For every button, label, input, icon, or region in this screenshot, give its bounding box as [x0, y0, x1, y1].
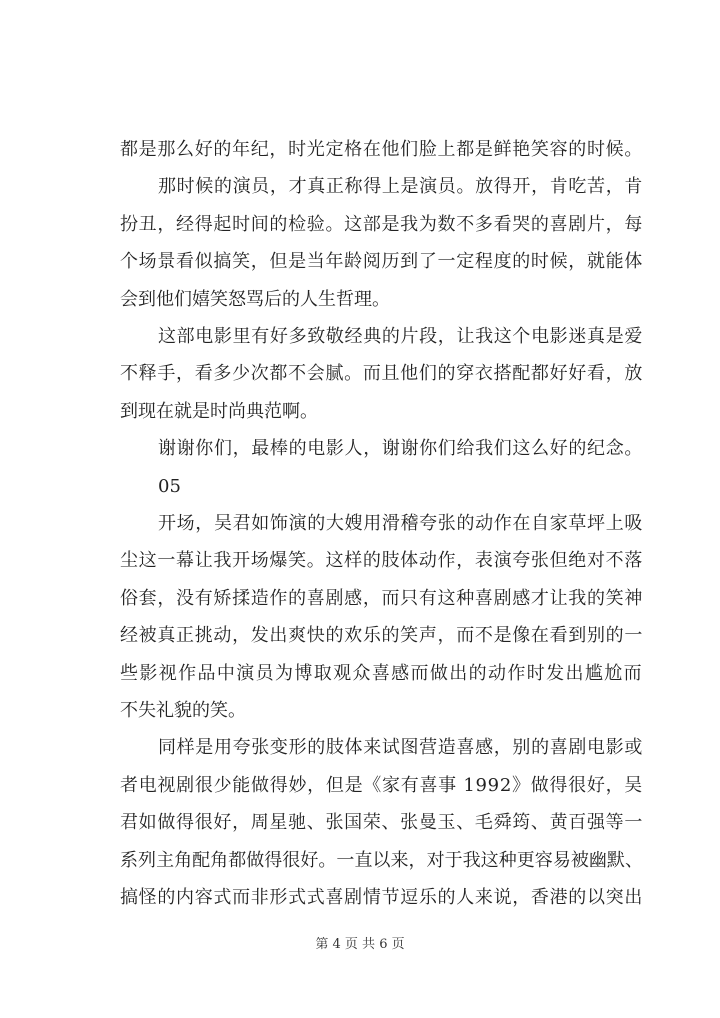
- text-line: 05: [158, 475, 181, 497]
- page-footer: 第 4 页 共 6 页: [315, 937, 405, 952]
- text-line: 会到他们嬉笑怒骂后的人生哲理。: [120, 288, 390, 310]
- text-line: 经被真正挑动，发出爽快的欢乐的笑声，而不是像在看到别的一: [120, 625, 643, 647]
- text-line: 尘这一幕让我开场爆笑。这样的肢体动作，表演夸张但绝对不落: [120, 550, 643, 572]
- text-line: 这部电影里有好多致敬经典的片段，让我这个电影迷真是爱: [158, 326, 643, 347]
- text-line: 不失礼貌的笑。: [120, 700, 246, 721]
- text-line: 君如做得很好，周星驰、张国荣、张曼玉、毛舜筠、黄百强等一: [120, 812, 643, 834]
- text-line: 那时候的演员，才真正称得上是演员。放得开，肯吃苦，肯: [158, 176, 643, 198]
- text-line: 扮丑，经得起时间的检验。这部是我为数不多看哭的喜剧片，每: [120, 213, 643, 235]
- text-line: 者电视剧很少能做得妙，但是《家有喜事 1992》做得很好，吴: [120, 774, 643, 796]
- text-line: 开场，吴君如饰演的大嫂用滑稽夸张的动作在自家草坪上吸: [158, 513, 643, 534]
- text-line: 到现在就是时尚典范啊。: [120, 400, 318, 422]
- text-line: 个场景看似搞笑，但是当年龄阅历到了一定程度的时候，就能体: [120, 251, 643, 273]
- text-line: 都是那么好的年纪，时光定格在他们脸上都是鲜艳笑容的时候。: [120, 139, 643, 160]
- text-line: 俗套，没有矫揉造作的喜剧感，而只有这种喜剧感才让我的笑神: [120, 587, 643, 609]
- text-line: 些影视作品中演员为博取观众喜感而做出的动作时发出尴尬而: [120, 662, 643, 684]
- text-line: 搞怪的内容式而非形式式喜剧情节逗乐的人来说，香港的以突出: [120, 887, 643, 908]
- text-line: 同样是用夸张变形的肢体来试图营造喜感，别的喜剧电影或: [158, 737, 643, 759]
- text-line: 系列主角配角都做得很好。一直以来，对于我这种更容易被幽默、: [120, 849, 643, 871]
- text-line: 谢谢你们，最棒的电影人，谢谢你们给我们这么好的纪念。: [158, 438, 643, 460]
- text-line: 不释手，看多少次都不会腻。而且他们的穿衣搭配都好好看，放: [120, 363, 643, 385]
